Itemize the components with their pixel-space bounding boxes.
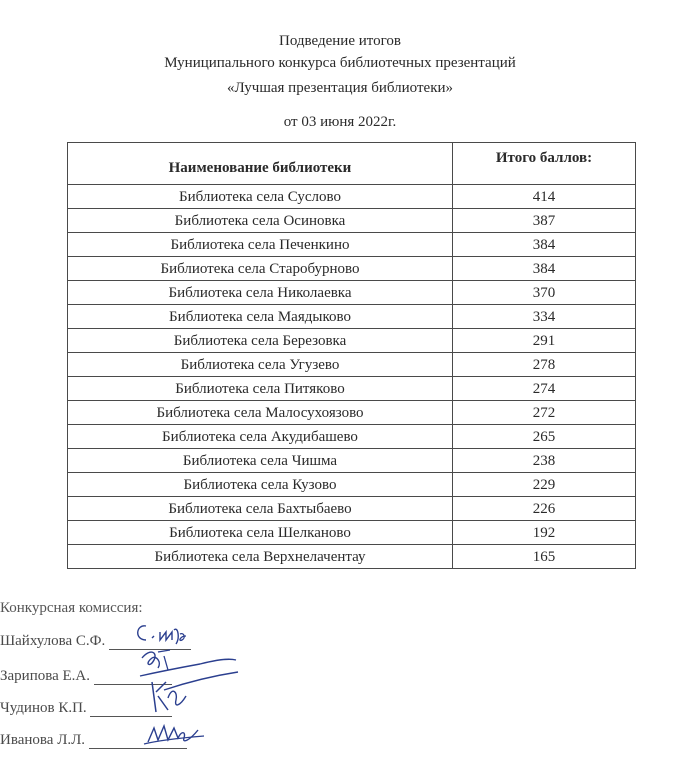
- library-name-cell: Библиотека села Шелканово: [68, 521, 453, 545]
- library-name-cell: Библиотека села Питяково: [68, 377, 453, 401]
- member-name: Шайхулова С.Ф.: [0, 633, 106, 649]
- score-cell: 238: [453, 449, 636, 473]
- document-date: от 03 июня 2022г.: [283, 114, 397, 130]
- score-cell: 274: [453, 377, 636, 401]
- library-name-cell: Библиотека села Бахтыбаево: [68, 497, 453, 521]
- score-cell: 291: [453, 329, 636, 353]
- results-table: [67, 142, 636, 569]
- library-name-cell: Библиотека села Печенкино: [68, 233, 453, 257]
- member-name: Зарипова Е.А.: [0, 668, 91, 684]
- score-cell: 229: [453, 473, 636, 497]
- library-name-cell: Библиотека села Суслово: [68, 185, 453, 209]
- library-name-cell: Библиотека села Верхнелачентау: [68, 545, 453, 569]
- library-name-cell: Библиотека села Березовка: [68, 329, 453, 353]
- table-header-row: [68, 143, 636, 185]
- signature-ivanova: [140, 718, 220, 748]
- table-row: [68, 449, 636, 473]
- table-row: [68, 329, 636, 353]
- table-row: [68, 305, 636, 329]
- table-row: [68, 473, 636, 497]
- score-cell: 265: [453, 425, 636, 449]
- document-title: Подведение итогов: [279, 33, 401, 49]
- contest-subtitle: «Лучшая презентация библиотеки»: [226, 80, 454, 96]
- table-row: [68, 377, 636, 401]
- score-cell: 192: [453, 521, 636, 545]
- signature-zaripova-chudinov: [128, 646, 248, 721]
- table-row: [68, 401, 636, 425]
- table-row: [68, 497, 636, 521]
- signature-shaikhulova: [130, 618, 220, 648]
- table-row: [68, 521, 636, 545]
- table-row: [68, 233, 636, 257]
- library-name-cell: Библиотека села Николаевка: [68, 281, 453, 305]
- table-row: [68, 545, 636, 569]
- table-row: [68, 353, 636, 377]
- column-header-score: Итого баллов:: [453, 143, 636, 185]
- column-header-library: Наименование библиотеки: [68, 143, 453, 185]
- library-name-cell: Библиотека села Кузово: [68, 473, 453, 497]
- score-cell: 387: [453, 209, 636, 233]
- member-name: Иванова Л.Л.: [0, 732, 86, 748]
- contest-name: Муниципального конкурса библиотечных презентаций: [164, 55, 516, 71]
- library-name-cell: Библиотека села Чишма: [68, 449, 453, 473]
- score-cell: 226: [453, 497, 636, 521]
- table-row: [68, 185, 636, 209]
- score-cell: 370: [453, 281, 636, 305]
- score-cell: 165: [453, 545, 636, 569]
- table-row: [68, 425, 636, 449]
- library-name-cell: Библиотека села Акудибашево: [68, 425, 453, 449]
- library-name-cell: Библиотека села Угузево: [68, 353, 453, 377]
- score-cell: 384: [453, 257, 636, 281]
- library-name-cell: Библиотека села Старобурново: [68, 257, 453, 281]
- score-cell: 334: [453, 305, 636, 329]
- table-row: [68, 281, 636, 305]
- table-row: [68, 209, 636, 233]
- score-cell: 272: [453, 401, 636, 425]
- library-name-cell: Библиотека села Малосухоязово: [68, 401, 453, 425]
- score-cell: 414: [453, 185, 636, 209]
- library-name-cell: Библиотека села Маядыково: [68, 305, 453, 329]
- score-cell: 384: [453, 233, 636, 257]
- library-name-cell: Библиотека села Осиновка: [68, 209, 453, 233]
- commission-title: Конкурсная комиссия:: [0, 600, 143, 616]
- table-row: [68, 257, 636, 281]
- member-name: Чудинов К.П.: [0, 700, 87, 716]
- score-cell: 278: [453, 353, 636, 377]
